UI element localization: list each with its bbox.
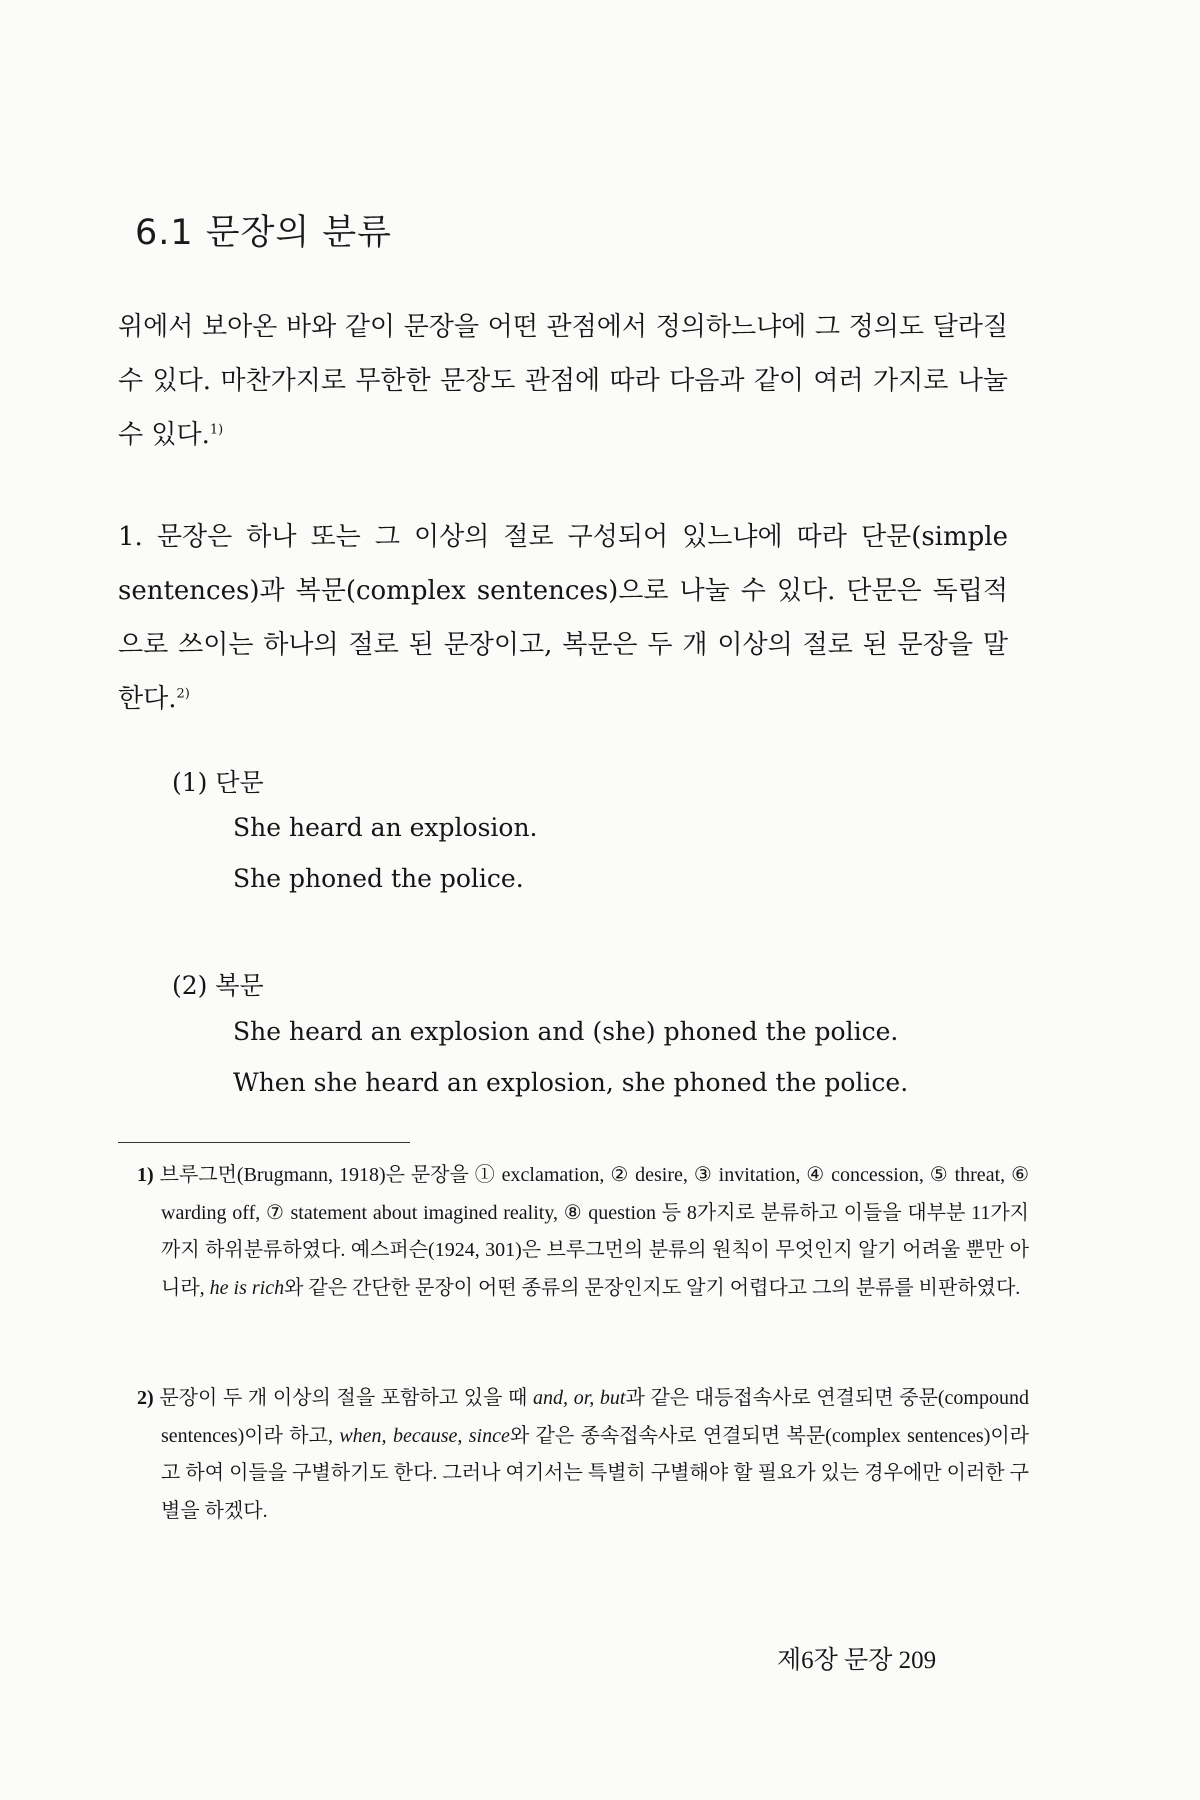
point-1-paragraph (118, 510, 1008, 726)
intro-paragraph (118, 300, 1008, 462)
footnote-2-text-c: 와 같은 종속접속사로 연결되면 복문(complex sentences)이라고 하여 이들을 구별하기도 한다. 그러나 여기서는 특별히 구별해야 할 필요가 있는 경우에만 이러한 구별을 하겠다. (161, 1424, 1030, 1522)
footnote-1-text-a: 브루그먼(Brugmann, 1918)은 문장을 ① exclamation, ② desire, ③ invitation, ④ concession, ⑤ threat, ⑥ warding off, ⑦ statement about imagined reality, ⑧ question 등 8가지로 분류하고 이들을 대부분 11가지까지 하위분류하였다. 예스퍼슨(1924, 301)은 브루그먼의 분류의 원칙이 무엇인지 알기 어려울 뿐만 아니라, (159, 1164, 1029, 1299)
example-1-label: (1) 단문 (172, 768, 264, 797)
footnote-2-text-a: 문장이 두 개 이상의 절을 포함하고 있을 때 (159, 1387, 528, 1409)
footnote-1 (137, 1157, 1029, 1307)
page-footer: 제6장 문장 209 (777, 1647, 937, 1674)
example-1-sentence-2: She phoned the police. (233, 864, 524, 893)
footnote-1-italic: he is rich (209, 1276, 285, 1299)
footnote-divider (118, 1142, 410, 1143)
example-2-sentence-2: When she heard an explosion, she phoned the police. (233, 1068, 909, 1097)
footnote-1-number: 1) (137, 1164, 154, 1186)
footnote-1-text-b: 와 같은 간단한 문장이 어떤 종류의 문장인지도 알기 어렵다고 그의 분류를 비판하였다. (284, 1276, 1021, 1299)
footnote-ref-2: 2) (176, 686, 190, 702)
section-heading: 6.1 문장의 분류 (135, 213, 392, 253)
footnote-2 (137, 1380, 1029, 1530)
footnote-2-italic-1: and, or, but (533, 1387, 626, 1409)
footnote-ref-1: 1) (209, 422, 224, 438)
example-2-sentence-1: She heard an explosion and (she) phoned the police. (233, 1017, 899, 1046)
intro-text: 위에서 보아온 바와 같이 문장을 어떤 관점에서 정의하느냐에 그 정의도 달라질 수 있다. 마찬가지로 무한한 문장도 관점에 따라 다음과 같이 여러 가지로 나눌 수 있다. (118, 312, 1009, 450)
example-1-sentence-1: She heard an explosion. (233, 813, 538, 842)
footnote-2-italic-2: when, because, since (339, 1424, 510, 1447)
point-1-text: 1. 문장은 하나 또는 그 이상의 절로 구성되어 있느냐에 따라 단문(simple sentences)과 복문(complex sentences)으로 나눌 수 있다. 단문은 독립적으로 쓰이는 하나의 절로 된 문장이고, 복문은 두 개 이상의 절로 된 문장을 말한다. (118, 522, 1008, 714)
footnote-2-number: 2) (137, 1387, 154, 1409)
footnote-2-text-b: 과 같은 대등접속사로 연결되면 중문(compound sentences)이라 하고, (161, 1387, 1029, 1447)
example-2-label: (2) 복문 (172, 971, 264, 1000)
